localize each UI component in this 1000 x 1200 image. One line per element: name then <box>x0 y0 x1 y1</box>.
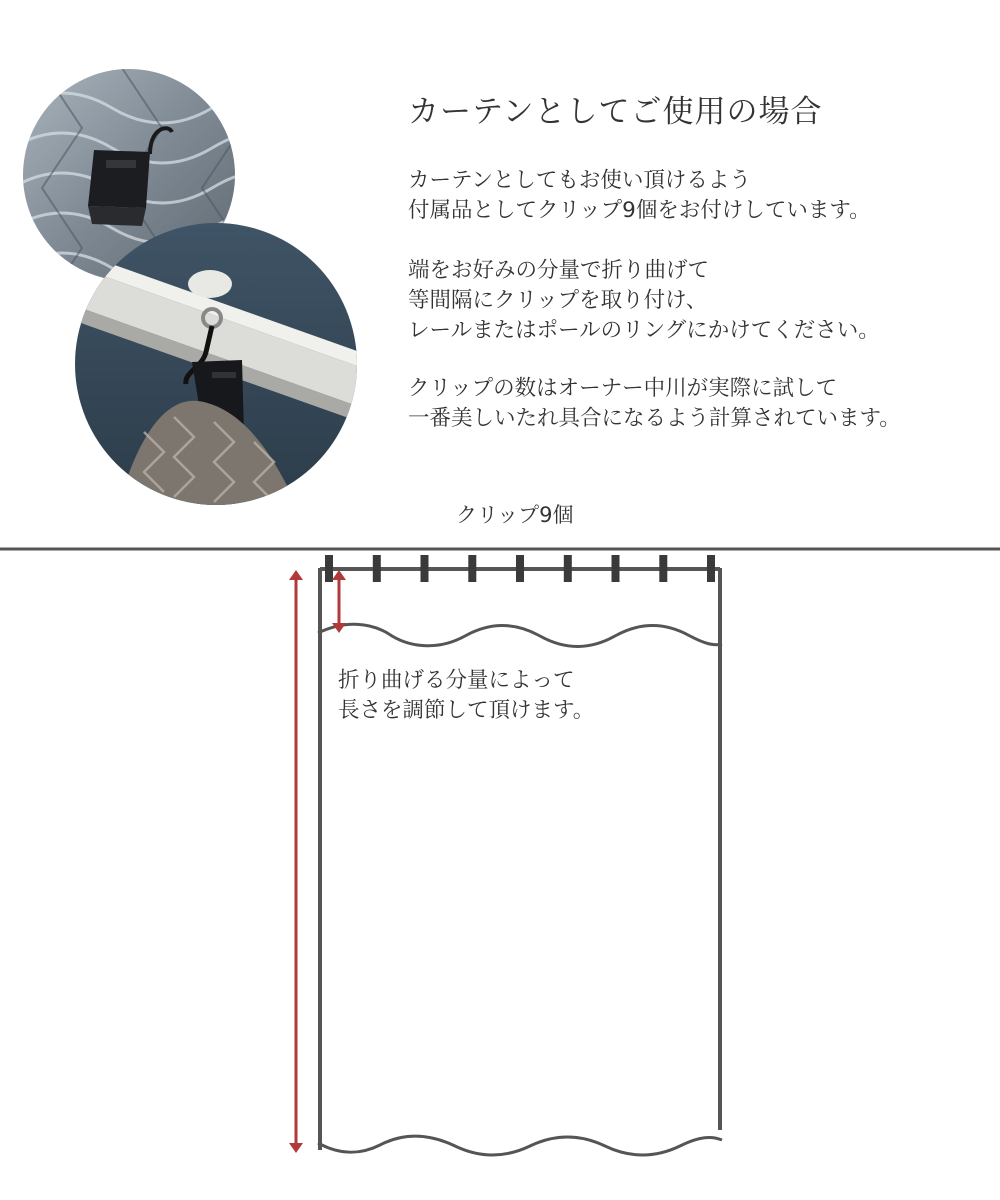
clip-mark <box>325 555 333 582</box>
clip-mark <box>516 555 524 582</box>
paragraph-accessory <box>408 166 871 226</box>
clip-mark <box>659 555 667 582</box>
curtain-diagram <box>0 540 1000 1180</box>
paragraph-line: レールまたはポールのリングにかけてください。 <box>408 318 880 343</box>
paragraph-line: 端をお好みの分量で折り曲げて <box>408 258 710 283</box>
clip-mark <box>421 555 429 582</box>
fold-note <box>338 666 594 726</box>
section-title: カーテンとしてご使用の場合 <box>408 94 823 130</box>
paragraph-line: 付属品としてクリップ9個をお付けしています。 <box>408 198 871 223</box>
fold-line <box>318 624 722 646</box>
clip-mark <box>564 555 572 582</box>
curtain-bottom-edge <box>318 1136 722 1155</box>
clip-on-rail-image <box>74 222 358 506</box>
paragraph-line: カーテンとしてもお使い頂けるよう <box>408 168 751 193</box>
paragraph-line: クリップの数はオーナー中川が実際に試して <box>408 376 838 401</box>
clip-mark <box>707 555 715 582</box>
clip-mark <box>612 555 620 582</box>
clip-count-label: クリップ9個 <box>456 503 574 527</box>
clip-mark <box>373 555 381 582</box>
paragraph-line: 一番美しいたれ具合になるよう計算されています。 <box>408 406 901 431</box>
fold-note-line: 長さを調節して頂けます。 <box>338 698 595 723</box>
photo-clip-on-rail <box>74 222 358 506</box>
paragraph-owner-note <box>408 374 901 434</box>
fold-note-line: 折り曲げる分量によって <box>338 668 575 693</box>
paragraph-instructions <box>408 256 880 346</box>
clip-mark <box>468 555 476 582</box>
paragraph-line: 等間隔にクリップを取り付け、 <box>408 288 708 313</box>
